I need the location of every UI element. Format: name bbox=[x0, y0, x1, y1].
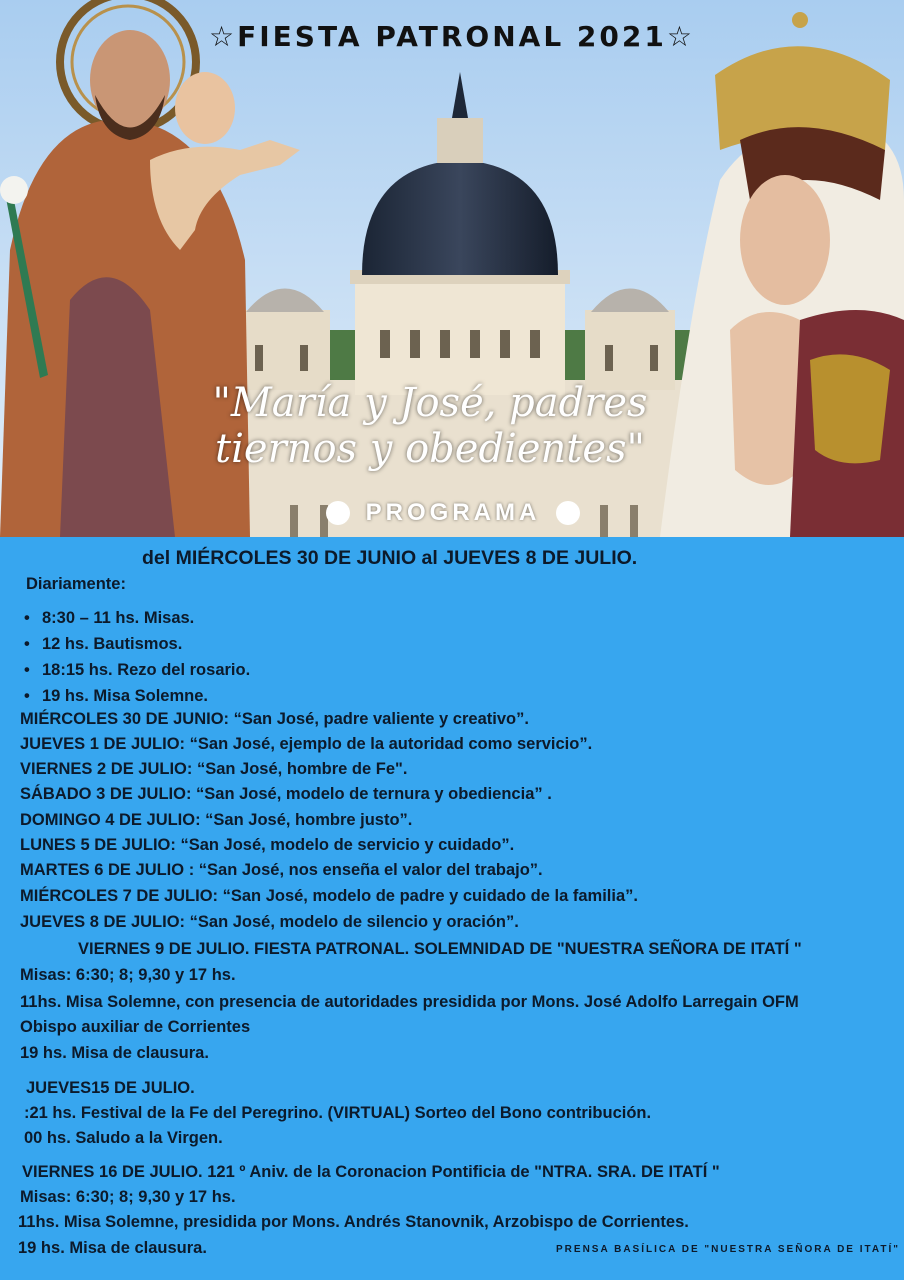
theme-quote-line-2: tiernos y obedientes" bbox=[215, 426, 645, 472]
fiesta-line: 19 hs. Misa de clausura. bbox=[20, 1044, 209, 1062]
novena-line: JUEVES 1 DE JULIO: “San José, ejemplo de la autoridad como servicio”. bbox=[20, 735, 593, 753]
fiesta-line: Misas: 6:30; 8; 9,30 y 17 hs. bbox=[20, 966, 236, 984]
jueves15-heading: JUEVES15 DE JULIO. bbox=[26, 1079, 195, 1097]
schedule-panel bbox=[0, 537, 904, 1280]
novena-line: MIÉRCOLES 7 DE JULIO: “San José, modelo de padre y cuidado de la familia”. bbox=[20, 887, 638, 905]
program-label bbox=[308, 495, 598, 531]
daily-list bbox=[22, 606, 250, 710]
theme-quote bbox=[150, 380, 710, 472]
fiesta-line: 11hs. Misa Solemne, con presencia de autoridades presidida por Mons. José Adolfo Larregain OFM bbox=[20, 993, 799, 1011]
novena-line: MARTES 6 DE JULIO : “San José, nos enseña el valor del trabajo”. bbox=[20, 861, 543, 879]
circle-bullet-icon bbox=[326, 501, 350, 525]
viernes16-line: 19 hs. Misa de clausura. bbox=[18, 1239, 207, 1257]
viernes16-line: 11hs. Misa Solemne, presidida por Mons. Andrés Stanovnik, Arzobispo de Corrientes. bbox=[18, 1213, 689, 1231]
jueves15-line: 00 hs. Saludo a la Virgen. bbox=[24, 1129, 223, 1147]
page-title: ☆FIESTA PATRONAL 2021☆ bbox=[209, 20, 695, 53]
press-credit: PRENSA BASÍLICA DE "NUESTRA SEÑORA DE ITATÍ" bbox=[556, 1244, 900, 1255]
fiesta-heading: VIERNES 9 DE JULIO. FIESTA PATRONAL. SOLEMNIDAD DE "NUESTRA SEÑORA DE ITATÍ " bbox=[78, 940, 802, 958]
novena-line: VIERNES 2 DE JULIO: “San José, hombre de Fe". bbox=[20, 760, 408, 778]
novena-line: LUNES 5 DE JULIO: “San José, modelo de servicio y cuidado”. bbox=[20, 836, 515, 854]
novena-line: MIÉRCOLES 30 DE JUNIO: “San José, padre valiente y creativo”. bbox=[20, 710, 529, 728]
circle-bullet-icon bbox=[556, 501, 580, 525]
novena-line: JUEVES 8 DE JULIO: “San José, modelo de silencio y oración”. bbox=[20, 913, 519, 931]
list-item: • 18:15 hs. Rezo del rosario. bbox=[22, 658, 250, 684]
list-item: • 12 hs. Bautismos. bbox=[22, 632, 250, 658]
fiesta-line: Obispo auxiliar de Corrientes bbox=[20, 1018, 251, 1036]
program-label-text: PROGRAMA bbox=[365, 499, 541, 526]
viernes16-line: Misas: 6:30; 8; 9,30 y 17 hs. bbox=[20, 1188, 236, 1206]
jueves15-line: :21 hs. Festival de la Fe del Peregrino. (VIRTUAL) Sorteo del Bono contribución. bbox=[24, 1104, 652, 1122]
list-item: • 8:30 – 11 hs. Misas. bbox=[22, 606, 250, 632]
date-range: del MIÉRCOLES 30 DE JUNIO al JUEVES 8 DE JULIO. bbox=[142, 547, 638, 569]
list-item: • 19 hs. Misa Solemne. bbox=[22, 684, 250, 710]
daily-heading: Diariamente: bbox=[26, 575, 126, 593]
theme-quote-line-1: "María y José, padres bbox=[212, 380, 648, 426]
novena-line: DOMINGO 4 DE JULIO: “San José, hombre justo”. bbox=[20, 811, 413, 829]
novena-line: SÁBADO 3 DE JULIO: “San José, modelo de ternura y obediencia” . bbox=[20, 785, 552, 803]
viernes16-heading: VIERNES 16 DE JULIO. 121 º Aniv. de la Coronacion Pontificia de "NTRA. SRA. DE ITATÍ " bbox=[22, 1163, 720, 1181]
header-banner bbox=[0, 0, 904, 537]
